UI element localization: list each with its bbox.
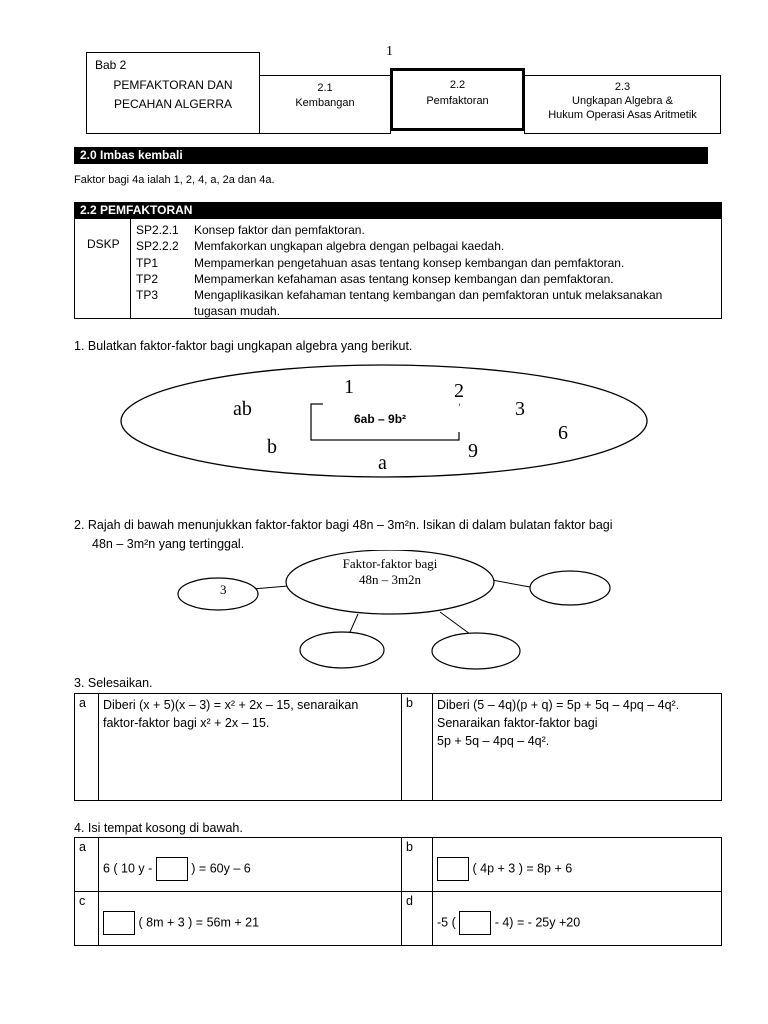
tab-2-3[interactable]	[524, 75, 721, 134]
tab-2-3-label-1: Ungkapan Algebra &	[572, 95, 673, 107]
recap-heading: 2.0 Imbas kembali	[74, 147, 708, 164]
q3-table	[74, 693, 722, 801]
q2-connector	[350, 614, 358, 632]
q3-b-label: b	[402, 694, 433, 801]
page-number: 1	[386, 44, 393, 59]
q1-option-b[interactable]: b	[267, 436, 277, 458]
chapter-title-1: PEMFAKTORAN DAN	[113, 78, 233, 92]
q4-b-post: ( 4p + 3 ) = 8p + 6	[472, 860, 573, 875]
chapter-box	[86, 52, 260, 134]
q4-c-label: c	[75, 892, 99, 946]
q1-option-2[interactable]: 2	[454, 380, 464, 402]
q1-option-ab[interactable]: ab	[233, 398, 252, 420]
q2-text-line2: 48n – 3m²n yang tertinggal.	[92, 537, 245, 551]
dskp-row: tugasan mudah.	[194, 304, 281, 319]
q3-b-line3: 5p + 5q – 4pq – 4q².	[437, 734, 550, 748]
q1-option-1[interactable]: 1	[344, 376, 354, 398]
dskp-row: SP2.2.2 Memfakorkan ungkapan algebra dengan pelbagai kaedah.	[136, 239, 505, 254]
tab-2-3-num: 2.3	[614, 81, 631, 93]
q4-d-label: d	[402, 892, 433, 946]
q1-option-a[interactable]: a	[378, 452, 387, 474]
q4-a-pre: 6 ( 10 y -	[103, 860, 153, 875]
tab-2-2-num: 2.2	[449, 79, 466, 91]
dskp-table	[74, 218, 722, 319]
q3-a-line2: faktor-faktor bagi x² + 2x – 15.	[103, 716, 270, 730]
tab-2-1-label: Kembangan	[295, 97, 355, 109]
q2-connector	[492, 580, 530, 587]
q2-center-label	[300, 556, 480, 588]
tab-2-2-label: Pemfaktoran	[426, 95, 489, 107]
q1-expression: 6ab – 9b²	[354, 412, 407, 426]
chapter-title-2: PECAHAN ALGERRA	[113, 97, 233, 111]
tab-2-2[interactable]	[390, 68, 525, 131]
q2-connector	[440, 612, 470, 634]
dskp-divider	[130, 219, 131, 318]
q3-b-line2: Senaraikan faktor-faktor bagi	[437, 716, 598, 730]
dskp-heading: 2.2 PEMFAKTORAN	[74, 202, 722, 218]
q4-a-cell	[99, 838, 402, 892]
q2-given-factor: 3	[220, 582, 227, 597]
q2-text-line1: 2. Rajah di bawah menunjukkan faktor-faktor bagi 48n – 3m²n. Isikan di dalam bulatan faktor bagi	[74, 518, 613, 532]
q1-option-6[interactable]: 6	[558, 422, 568, 444]
q3-b-cell[interactable]	[433, 694, 722, 801]
q4-b-label: b	[402, 838, 433, 892]
q4-d-cell	[433, 892, 722, 946]
q1-option-3[interactable]: 3	[515, 398, 525, 420]
q4-d-blank[interactable]	[459, 911, 491, 935]
q1-option-9[interactable]: 9	[468, 440, 478, 462]
dskp-row: TP2 Mempamerkan kefahaman asas tentang konsep kembangan dan pemfaktoran.	[136, 271, 614, 286]
q2-factor-circle[interactable]	[432, 633, 520, 669]
q3-a-label: a	[75, 694, 99, 801]
dskp-label: DSKP	[87, 237, 120, 251]
q2-center-line1: Faktor-faktor bagi	[342, 556, 438, 571]
q4-a-post: ) = 60y – 6	[191, 860, 251, 875]
tab-2-1-num: 2.1	[317, 82, 333, 94]
dskp-row: SP2.2.1 Konsep faktor dan pemfaktoran.	[136, 223, 365, 237]
q4-d-post: - 4) = - 25y +20	[494, 914, 581, 929]
q2-factor-circle[interactable]	[178, 578, 258, 610]
q4-table	[74, 837, 722, 946]
q3-text: 3. Selesaikan.	[74, 676, 153, 690]
q3-a-line1: Diberi (x + 5)(x – 3) = x² + 2x – 15, senaraikan	[103, 698, 359, 712]
q3-b-line1: Diberi (5 – 4q)(p + q) = 5p + 5q – 4pq – 4q².	[437, 698, 680, 712]
q4-text: 4. Isi tempat kosong di bawah.	[74, 821, 243, 835]
q4-d-pre: -5 (	[437, 914, 456, 929]
recap-text: Faktor bagi 4a ialah 1, 2, 4, a, 2a dan 4a.	[74, 174, 275, 186]
q1-text: 1. Bulatkan faktor-faktor bagi ungkapan algebra yang berikut.	[74, 339, 413, 353]
q4-b-cell	[433, 838, 722, 892]
q4-c-blank[interactable]	[103, 911, 135, 935]
q4-b-blank[interactable]	[437, 857, 469, 881]
dskp-row: TP1 Mempamerkan pengetahuan asas tentang konsep kembangan dan pemfaktoran.	[136, 255, 625, 270]
tab-2-1[interactable]	[259, 75, 391, 134]
q2-text	[74, 516, 613, 554]
q2-factor-circle[interactable]	[530, 571, 610, 605]
dskp-row: TP3 Mengaplikasikan kefahaman tentang kembangan dan pemfaktoran untuk melaksanakan	[136, 288, 663, 303]
q3-a-cell[interactable]	[99, 694, 402, 801]
q2-factor-circle[interactable]	[300, 632, 384, 668]
q4-a-label: a	[75, 838, 99, 892]
q2-center-line2: 48n – 3m2n	[358, 572, 422, 587]
chapter-label: Bab 2	[95, 58, 127, 72]
q4-a-blank[interactable]	[156, 857, 188, 881]
dskp-rows	[136, 222, 662, 320]
q4-c-post: ( 8m + 3 ) = 56m + 21	[138, 914, 260, 929]
q4-c-cell	[99, 892, 402, 946]
tab-2-3-label-2: Hukum Operasi Asas Aritmetik	[548, 109, 697, 121]
